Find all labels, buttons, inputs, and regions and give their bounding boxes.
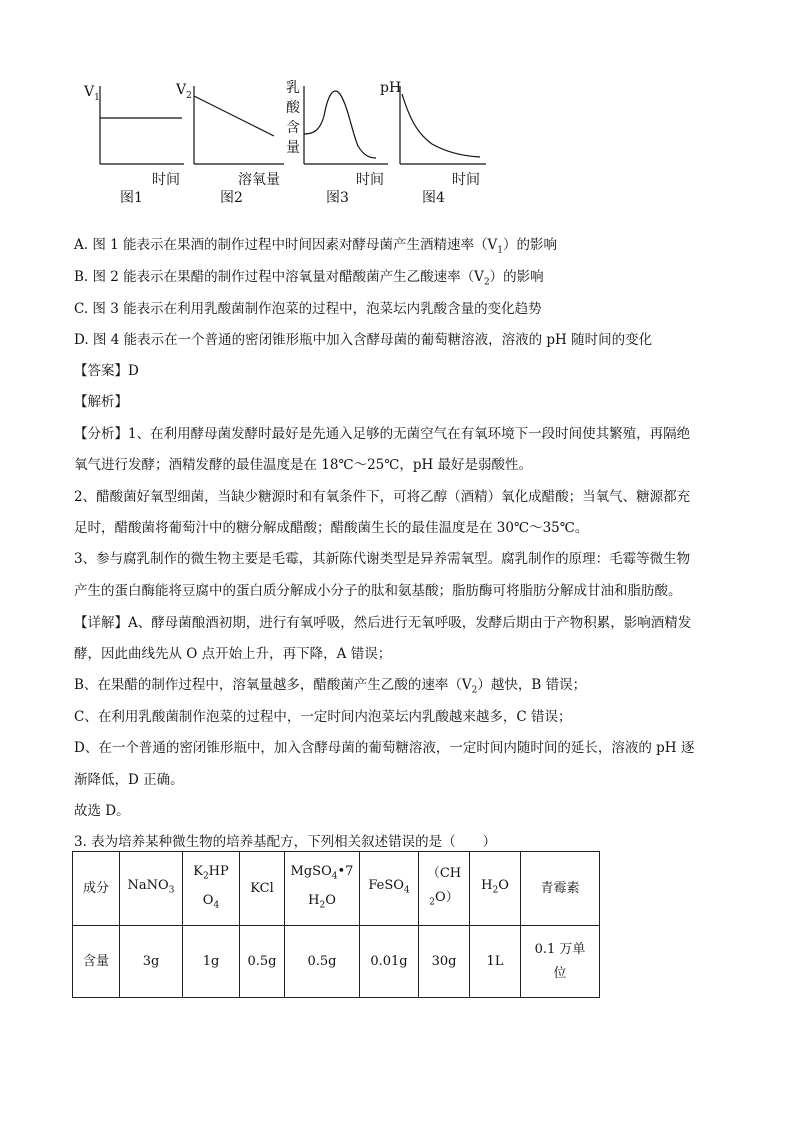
fig2-caption: 图2 — [220, 190, 243, 206]
detail-p5: B、在果醋的制作过程中，溶氧量越多，醋酸菌产生乙酸的速率$(V_2)$越快，B 错误； — [74, 677, 587, 696]
header-cell: 成分 — [73, 852, 120, 926]
fig4-ylabel: pH — [380, 80, 402, 96]
table-cell: 含量 — [73, 926, 120, 998]
fig2-ylabel: $V_2$ — [176, 82, 192, 101]
conclusion: 故选 D。 — [74, 803, 130, 819]
figure-graphs — [76, 72, 496, 212]
medium-table — [72, 851, 600, 998]
table-header-row — [73, 852, 600, 926]
table-cell: 0.1 万单 位 — [521, 926, 600, 998]
header-cell: NaNO$_3$ — [120, 852, 183, 926]
detail-p4b: 酵，因此曲线先从 O 点开始上升，再下降，A 错误； — [74, 646, 392, 662]
figure-2 — [175, 82, 284, 206]
analysis-p1a: 【分析】1、在利用酵母菌发酵时最好是先通入足够的无菌空气在有氧环境下一段时间使其繁殖，再隔绝 — [74, 426, 691, 442]
fig3-xlabel: 时间 — [356, 172, 384, 188]
question-3: 3. 表为培养某种微生物的培养基配方，下列相关叙述错误的是（ ） — [74, 834, 497, 850]
fig3-ylabel-4: 量 — [286, 140, 300, 156]
analysis-p2a: 2、醋酸菌好氧型细菌，当缺少糖源时和有氧条件下，可将乙醇（酒精）氧化成醋酸；当氧气、糖源都充 — [74, 489, 691, 505]
answer-line: 【答案】D — [74, 363, 139, 379]
header-cell: MgSO$_4$•7 $H_2O$ — [285, 852, 360, 926]
fig4-caption: 图4 — [422, 190, 445, 206]
table-cell: 30g — [419, 926, 470, 998]
fig4-xlabel: 时间 — [452, 172, 480, 188]
analysis-p3a: 3、参与腐乳制作的微生物主要是毛霉，其新陈代谢类型是异养需氧型。腐乳制作的原理：毛霉等微生物 — [74, 551, 691, 567]
option-b: B. 图 2 能表示在果醋的制作过程中溶氧量对醋酸菌产生乙酸速率$(V_2)$的影响 — [74, 269, 544, 288]
header-cell: KCl — [240, 852, 285, 926]
table-cell: 0.5g — [285, 926, 360, 998]
table-cell: 0.01g — [360, 926, 419, 998]
figure-4 — [380, 80, 486, 206]
analysis-p1b: 氧气进行发酵；酒精发酵的最佳温度是在 18℃～25℃，pH 最好是弱酸性。 — [74, 457, 533, 473]
detail-p6: C、在利用乳酸菌制作泡菜的过程中，一定时间内泡菜坛内乳酸越来越多，C 错误； — [74, 709, 572, 725]
fig3-ylabel-3: 含 — [286, 120, 300, 136]
figure-1 — [83, 84, 184, 206]
detail-p7b: 渐降低，D 正确。 — [74, 772, 184, 788]
table-cell: 1g — [183, 926, 240, 998]
analysis-p2b: 足时，醋酸菌将葡萄汁中的糖分解成醋酸；醋酸菌生长的最佳温度是在 30℃～35℃。 — [74, 520, 589, 536]
option-d: D. 图 4 能表示在一个普通的密闭锥形瓶中加入含酵母菌的葡萄糖溶液，溶液的 pH 随时间的变化 — [74, 332, 653, 348]
option-a: A. 图 1 能表示在果酒的制作过程中时间因素对酵母菌产生酒精速率$(V_1)$的影响 — [74, 237, 557, 256]
table-row — [73, 926, 600, 998]
detail-p7a: D、在一个普通的密闭锥形瓶中，加入含酵母菌的葡萄糖溶液，一定时间内随时间的延长，溶液的 pH 逐 — [74, 740, 695, 756]
header-cell: （CH $_2$O） — [419, 852, 470, 926]
analysis-tag: 【解析】 — [74, 394, 128, 410]
header-cell: $H_2O$ — [470, 852, 521, 926]
header-cell: 青霉素 — [521, 852, 600, 926]
fig2-xlabel: 溶氧量 — [238, 172, 280, 188]
table-cell: 1L — [470, 926, 521, 998]
fig3-ylabel-2: 酸 — [286, 100, 300, 116]
figure-3 — [286, 80, 388, 206]
fig1-ylabel: $V_1$ — [84, 84, 100, 103]
fig3-ylabel-1: 乳 — [286, 80, 300, 96]
header-cell: FeSO$_4$ — [360, 852, 419, 926]
fig3-caption: 图3 — [326, 190, 349, 206]
table-cell: 3g — [120, 926, 183, 998]
fig1-caption: 图1 — [120, 190, 143, 206]
header-cell: $K_2HP$ $O_4$ — [183, 852, 240, 926]
figure-group — [76, 72, 496, 212]
fig3-curve — [304, 91, 376, 158]
table-cell: 0.5g — [240, 926, 285, 998]
option-c: C. 图 3 能表示在利用乳酸菌制作泡菜的过程中，泡菜坛内乳酸含量的变化趋势 — [74, 301, 542, 317]
detail-p4a: 【详解】A、酵母菌酿酒初期，进行有氧呼吸，然后进行无氧呼吸，发酵后期由于产物积累，影响酒精发 — [74, 615, 692, 631]
fig1-xlabel: 时间 — [152, 172, 180, 188]
fig4-curve — [402, 94, 480, 157]
fig2-curve — [194, 96, 274, 136]
analysis-p3b: 产生的蛋白酶能将豆腐中的蛋白质分解成小分子的肽和氨基酸；脂肪酶可将脂肪分解成甘油和脂肪酸。 — [74, 583, 682, 599]
